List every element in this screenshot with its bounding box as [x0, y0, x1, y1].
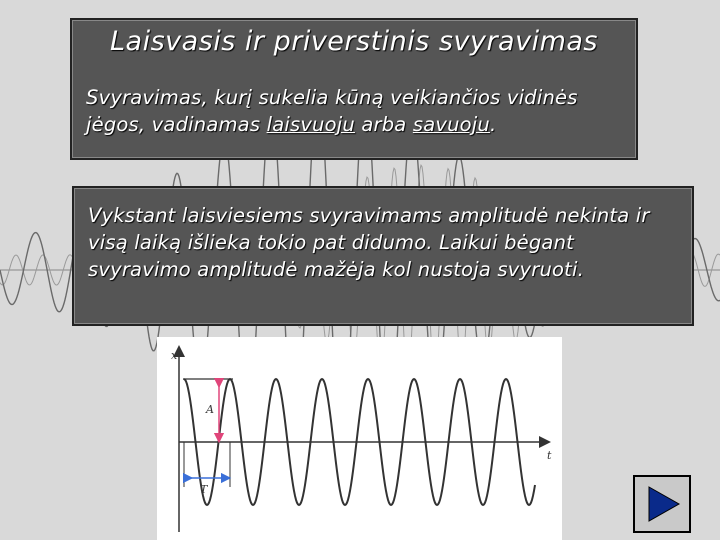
amplitude-text: Vykstant laisviesiems svyravimams amplitudė nekinta ir visą laiką išlieka tokio pat didumo. Laikui bėgant svyravimo amplitudė mažėja kol nustoja svyruoti. — [88, 204, 650, 281]
play-button[interactable] — [633, 475, 691, 533]
definition-end: . — [489, 113, 497, 136]
definition-before: Svyravimas, kurį sukelia kūną veikiančios vidinės jėgos, vadinamas — [86, 86, 578, 136]
term-savuoju: savuoju — [412, 113, 490, 136]
slide-title: Laisvasis ir priverstinis svyravimas — [110, 26, 598, 57]
play-icon — [635, 477, 689, 531]
definition-middle: arba — [354, 113, 413, 136]
y-axis-label: x — [171, 349, 178, 362]
amplitude-label: A — [206, 403, 214, 416]
title-panel — [70, 18, 638, 160]
amplitude-panel — [72, 186, 694, 326]
definition-text — [86, 84, 626, 138]
term-laisvuoju: laisvuoju — [266, 113, 355, 136]
oscillation-graph — [157, 337, 562, 540]
x-axis-label: t — [547, 449, 552, 462]
period-label: T — [200, 483, 208, 496]
oscillation-graph-svg — [157, 337, 562, 540]
